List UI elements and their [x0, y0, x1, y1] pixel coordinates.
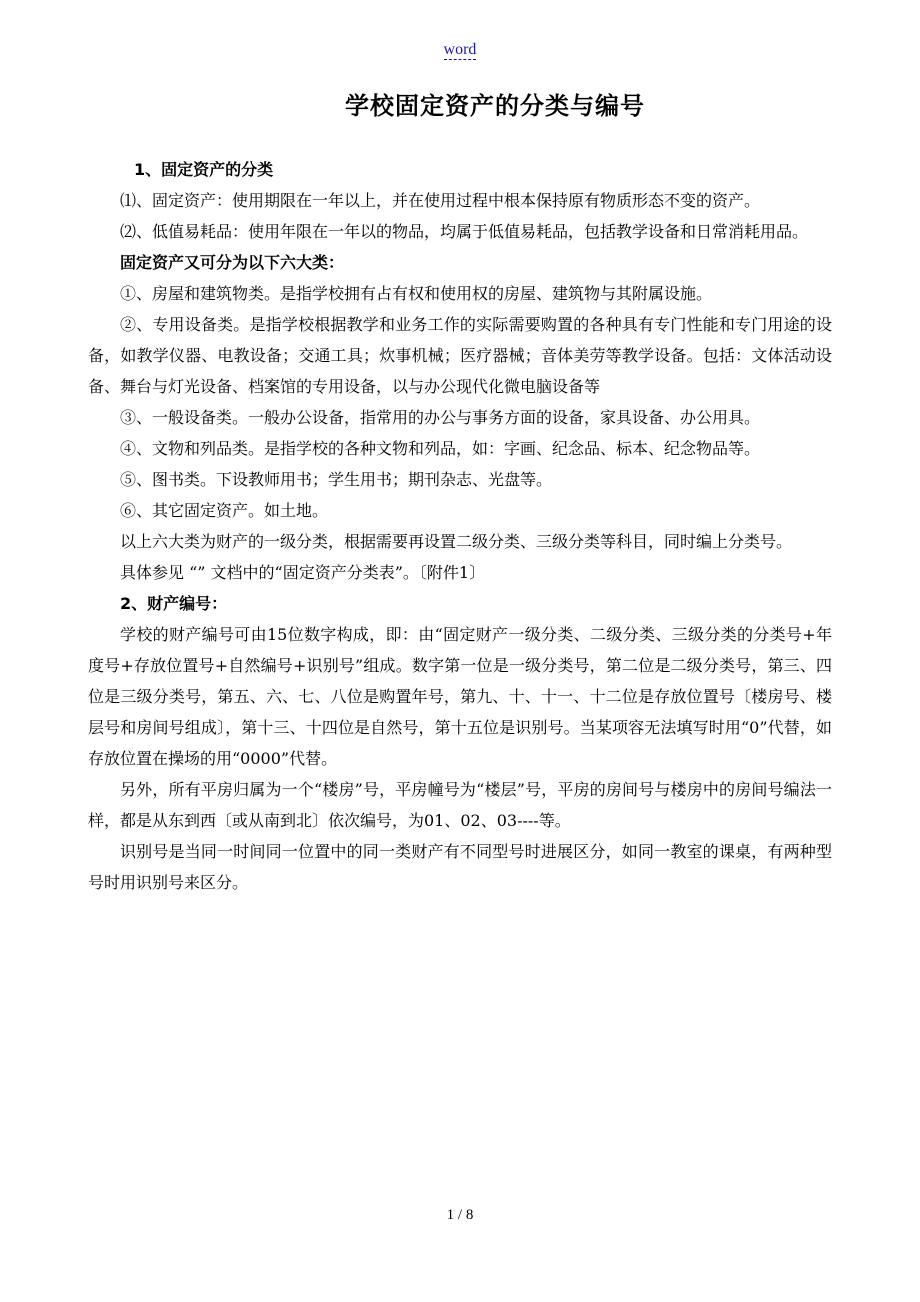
paragraph-low-value: ⑵、低值易耗品：使用年限在一年以的物品，均属于低值易耗品，包括教学设备和日常消耗用品。	[120, 222, 809, 241]
category-item-3: ③、一般设备类。一般办公设备，指常用的办公与事务方面的设备，家具设备、办公用具。	[120, 408, 761, 427]
category-item-1: ①、房屋和建筑物类。是指学校拥有占有权和使用权的房屋、建筑物与其附属设施。	[120, 284, 713, 303]
section2-heading: 2、财产编号：	[120, 594, 228, 613]
header-word-link[interactable]	[0, 41, 920, 59]
category-item-5: ⑤、图书类。下设教师用书；学生用书；期刊杂志、光盘等。	[120, 470, 553, 489]
category-item-4: ④、文物和列品类。是指学校的各种文物和列品，如：字画、纪念品、标本、纪念物品等。	[120, 439, 761, 458]
header-word-label[interactable]: word	[443, 41, 477, 58]
paragraph-level1: 以上六大类为财产的一级分类，根据需要再设置二级分类、三级分类等科目，同时编上分类号。	[120, 532, 793, 551]
paragraph-identify: 识别号是当同一时间同一位置中的同一类财产有不同型号时进展区分，如同一教室的课桌，有两种型号时用识别号来区分。	[88, 842, 832, 892]
page-indicator: 1 / 8	[446, 1207, 474, 1223]
categories-intro: 固定资产又可分为以下六大类：	[120, 253, 345, 272]
paragraph-fixed-assets: ⑴、固定资产：使用期限在一年以上，并在使用过程中根本保持原有物质形态不变的资产。	[120, 191, 761, 210]
document-title: 学校固定资产的分类与编号	[345, 92, 645, 120]
document-body	[88, 154, 832, 898]
category-item-2: ②、专用设备类。是指学校根据教学和业务工作的实际需要购置的各种具有专门性能和专门用途的设备，如教学仪器、电教设备；交通工具；炊事机械；医疗器械；音体美劳等教学设备。包括：文体活动设备、舞台与灯光设备、档案馆的专用设备，以与办公现代化微电脑设备等	[88, 315, 832, 396]
paragraph-refer: 具体参见 “” 文档中的“固定资产分类表”。〔附件1〕	[120, 563, 486, 582]
paragraph-numbering: 学校的财产编号可由15位数字构成，即：由“固定财产一级分类、二级分类、三级分类的分类号+年度号+存放位置号+自然编号+识别号”组成。数字第一位是一级分类号，第二位是二级分类号，第三、四位是三级分类号，第五、六、七、八位是购置年号，第九、十、十一、十二位是存放位置号〔楼房号、楼层号和房间号组成〕，第十三、十四位是自然号，第十五位是识别号。当某项容无法填写时用“0”代替，如存放位置在操场的用“0000”代替。	[88, 625, 832, 768]
paragraph-bungalow: 另外，所有平房归属为一个“楼房”号，平房幢号为“楼层”号，平房的房间号与楼房中的房间号编法一样，都是从东到西〔或从南到北〕依次编号，为01、02、03----等。	[88, 780, 832, 830]
category-item-6: ⑥、其它固定资产。如土地。	[120, 501, 329, 520]
section1-heading: 1、固定资产的分类	[134, 160, 274, 179]
